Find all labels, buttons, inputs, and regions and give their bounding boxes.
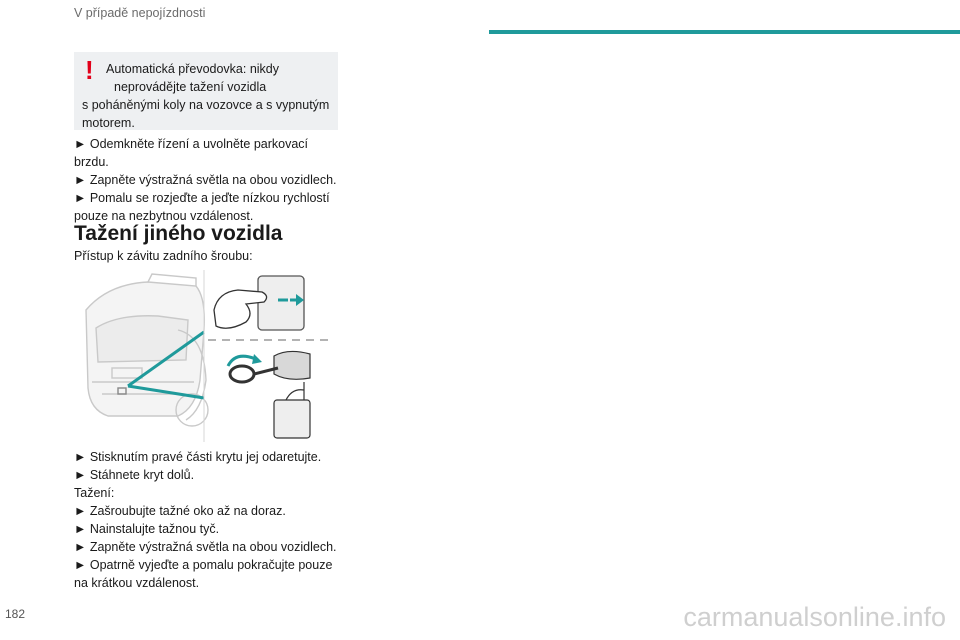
step-line: brzdu. <box>74 155 109 169</box>
step-line: ► Stisknutím pravé části krytu jej odaretujte. <box>74 450 322 464</box>
step-line: ► Opatrně vyjeďte a pomalu pokračujte pouze <box>74 558 333 572</box>
section-title: Tažení jiného vozidla <box>74 222 283 245</box>
warning-text-line: neprovádějte tažení vozidla <box>114 80 267 94</box>
step-line: ► Stáhnete kryt dolů. <box>74 468 195 482</box>
rear-tow-eye-illustration <box>78 270 338 442</box>
watermark: carmanualsonline.info <box>683 602 946 632</box>
tow-eye-drawing <box>228 351 310 438</box>
running-header: V případě nepojízdnosti <box>74 6 206 20</box>
section-accent-bar <box>489 30 960 34</box>
warning-text-line: motorem. <box>82 116 135 130</box>
step-line: ► Odemkněte řízení a uvolněte parkovací <box>74 137 309 151</box>
step-line: ► Zapněte výstražná světla na obou vozidlech. <box>74 173 337 187</box>
step-line: Tažení: <box>74 486 115 500</box>
step-line: pouze na nezbytnou vzdálenost. <box>74 209 254 223</box>
step-line: ► Zapněte výstražná světla na obou vozidlech. <box>74 540 337 554</box>
section-subtitle: Přístup k závitu zadního šroubu: <box>74 249 253 263</box>
step-line: ► Nainstalujte tažnou tyč. <box>74 522 220 536</box>
page-number: 182 <box>5 607 26 621</box>
warning-exclamation-icon: ! <box>85 55 94 85</box>
step-line: ► Zašroubujte tažné oko až na doraz. <box>74 504 286 518</box>
step-line: ► Pomalu se rozjeďte a jeďte nízkou rychlostí <box>74 191 330 205</box>
hand-press-cover-drawing <box>214 276 304 330</box>
warning-text-line: s poháněnými koly na vozovce a s vypnutým <box>82 98 330 112</box>
car-rear-drawing <box>86 274 208 426</box>
tow-eye-steps <box>74 448 337 592</box>
warning-box <box>74 52 338 130</box>
towing-steps <box>74 135 337 225</box>
step-line: na krátkou vzdálenost. <box>74 576 200 590</box>
warning-text-line: Automatická převodovka: nikdy <box>106 62 280 76</box>
